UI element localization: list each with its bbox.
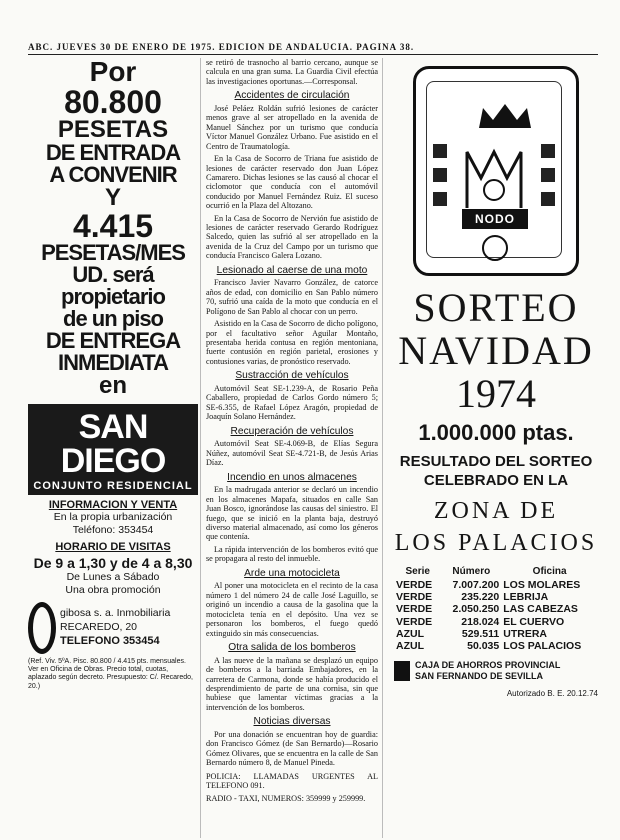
emblem [413,66,579,276]
bank-name-line: SAN FERNANDO DE SEVILLA [415,670,544,681]
result-line: CELEBRADO EN LA [423,472,569,490]
news-paragraph: En la Casa de Socorro de Nervión fue asistido de lesiones de carácter reservado Gerardo Rodríguez Salcedo, quien las sufrió al ser atropellado en la avenida de la Cruz del Campo por un turismo que conducía Francisco Galera Lozano. [206,213,378,261]
ad-line: 80.800 [64,84,162,120]
monogram-icon [461,138,527,218]
brand-subtitle: CONJUNTO RESIDENCIAL [33,480,193,492]
lottery-advertisement [394,60,598,698]
ad-line: Por [89,56,137,87]
visiting-days: De Lunes a Sábado [66,571,160,584]
cell-numero: 2.050.250 [452,603,500,616]
results-table [394,565,598,651]
bank-logo-icon [394,661,410,681]
table-row [394,616,598,628]
table-row [394,591,598,603]
header-rule [28,54,598,55]
lottery-title [394,286,598,416]
news-headline: Lesionado al caerse de una moto [216,264,368,276]
shield-icon [541,168,555,182]
authorization-note: Autorizado B. E. 20.12.74 [506,689,598,699]
title-line: NAVIDAD [398,328,594,374]
info-line: En la propia urbanización [53,511,173,523]
cell-oficina: LOS MOLARES [503,579,581,592]
ad-footnote: (Ref. Viv. 5ºA. Pisc. 80.800 / 4.415 pts. mensuales. Ver en Oficina de Obras. Precio total, cuotas, aplazado según decreto. Presupuesto: C/. Recaredo, 20.) [28,657,193,690]
ad-line: PESETAS [57,116,169,143]
ad-line: Y [104,184,121,211]
cell-serie: VERDE [396,591,433,604]
shield-icon [541,192,555,206]
bank-name-line: CAJA DE AHORROS PROVINCIAL [415,659,561,670]
news-column [206,58,378,807]
company-block [28,602,198,654]
cell-oficina: EL CUERVO [503,615,565,628]
table-row [394,603,598,615]
info-title: INFORMACION Y VENTA [48,499,178,511]
cell-serie: AZUL [396,627,424,640]
news-paragraph: Al poner una motocicleta en el recinto de la casa número 1 del número 24 de calle José Laguillo, se originó un incendio a causa de la gasolina que la motocicleta tenía en el depósito. Una vez se personaron los bomberos, el fuego quedó extinguido sin más consecuencias. [206,581,378,638]
news-headline: Sustracción de vehículos [235,370,349,382]
cell-serie: AZUL [396,639,424,652]
ad-line: UD. será [72,262,154,287]
radio-taxi-notice: RADIO - TAXI, NUMEROS: 359999 y 259999. [206,794,366,804]
san-diego-logo [28,404,198,495]
bank-logo-block [394,660,598,682]
news-headline: Recuperación de vehículos [230,425,354,437]
table-row [394,640,598,652]
title-line: SORTEO [413,285,579,330]
visiting-hours: De 9 a 1,30 y de 4 a 8,30 [33,555,193,572]
brand-name: SAN DIEGO [60,408,166,480]
ad-line: propietario [61,284,165,309]
title-line: 1974 [456,371,536,417]
column-header: Serie [405,566,430,578]
hours-title: HORARIO DE VISITAS [55,541,171,554]
cell-oficina: LOS PALACIOS [503,639,582,652]
shield-icon [541,144,555,158]
company-address: RECAREDO, 20 [60,621,138,634]
promo-line: Una obra promoción [65,584,161,597]
cell-numero: 7.007.200 [452,579,500,592]
news-paragraph: Por una donación se encuentran hoy de guardia: don Francisco Gómez (de San Bernardo)—Rosario Gómez Olivares, que se encuentra en la calle de San Bernardo número 8, de Manuel Pineda. [206,729,378,768]
news-headline: Otra salida de los bomberos [228,641,356,653]
company-name: gibosa s. a. Inmobiliaria [60,606,171,619]
column-header: Oficina [532,566,567,578]
result-line: RESULTADO DEL SORTEO [399,452,593,470]
column-divider [382,58,383,838]
emblem-inner [426,81,562,258]
emblem-label: NODO [462,209,528,229]
shield-icon [433,168,447,182]
news-headline: Accidentes de circulación [234,90,350,102]
column-header: Número [452,566,491,578]
crown-icon [475,102,535,132]
news-headline: Incendio en unos almacenes [227,471,357,483]
ad-line: A CONVENIR [49,162,177,187]
news-paragraph: En la madrugada anterior se declaró un incendio en los almacenes Mapafa, situados en calle San Juan Bosco, ignorándose las causas del siniestro. El fuego, que se inició en la planta baja, destruyó diverso material almacenado, así como los géneros que contenía. [206,485,378,542]
news-headline: Noticias diversas [253,716,331,728]
news-paragraph: Asistido en la Casa de Socorro de dicho polígono, por el facultativo señor Aguilar Montaño, presentaba herida contusa en región mentoniana, fuerte contusión en región parietal, erosiones y contusiones varias, de pronóstico reservado. [206,319,378,366]
news-paragraph: Automóvil Seat SE-1.239-A, de Rosario Peña Caballero, propiedad de Carlos Gordo número 5; SE-6.355, de Rafael López Aragón, propiedad de Joaquín Solano Hernández. [206,383,378,422]
news-paragraph: A las nueve de la mañana se desplazó un equipo de bomberos a la barriada Embajadores, en la carretera de Carmona, donde se había producido el desprendimiento de parte de una cornisa, sin que hubiese que lamentar víctimas gracias a la intervención de los bomberos. [206,655,378,712]
table-row [394,628,598,640]
zone-heading [394,495,598,560]
globe-icon [482,235,508,261]
cell-serie: VERDE [396,603,433,616]
san-diego-advertisement [28,58,198,691]
news-paragraph: En la Casa de Socorro de Triana fue asistido de lesiones de carácter reservado don Juan López Camarero. Dichas lesiones se las causó al chocar el ciclomotor que conducía con el automóvil conducido por Manuel Fernández Ruiz. El suceso ocurrió en la Plaza del Altozano. [206,154,378,211]
news-paragraph: Automóvil Seat SE-4.069-B, de Elías Segura Núñez, automóvil Seat SE-4.721-B, de Jesús Arias Díaz. [206,439,378,468]
cell-numero: 529.511 [461,627,500,640]
cell-oficina: LAS CABEZAS [503,603,578,616]
news-paragraph: La rápida intervención de los bomberos evitó que se propagara al resto del inmueble. [206,544,378,564]
page-header: ABC. JUEVES 30 DE ENERO DE 1975. EDICION DE ANDALUCIA. PAGINA 38. [28,42,415,52]
company-phone: TELEFONO 353454 [60,635,160,648]
cell-numero: 50.035 [467,639,500,652]
ad-line: en [98,372,127,399]
ad-line: DE ENTRADA [45,140,181,165]
ad-line: DE ENTREGA [45,328,181,353]
info-line: Teléfono: 353454 [72,524,154,537]
news-paragraph: Francisco Javier Navarro González, de catorce años de edad, con domicilio en San Pablo número 70, sufrió una caída de la moto que conducía en el Polígono de San Pablo al chocar con un perro. [206,278,378,316]
ad-line: 4.415 [72,208,154,244]
news-paragraph: José Peláez Roldán sufrió lesiones de carácter menos grave al ser atropellado en la avenida de Manuel Sánchez por un turismo que conducía Víctor Manuel González Urbano. Fue asistido en el Centro de Traumatología. [206,103,378,151]
news-headline: Arde una motocicleta [244,567,340,579]
ad-line: PESETAS/MES [41,240,185,265]
zone-line: ZONA DE [433,497,559,524]
news-intro: se retiró de trasnocho al barrio cercano, aunque se calcula en una gran suma. La Guardia Civil efectúa las investigaciones oportunas.—Corresponsal. [206,58,378,86]
result-heading [394,452,598,491]
police-notice: POLICIA: LLAMADAS URGENTES AL TELEFONO 091. [206,771,378,791]
ad-line: INMEDIATA [58,350,168,375]
column-divider [200,58,201,838]
cell-numero: 235.220 [461,591,500,604]
cell-serie: VERDE [396,579,433,592]
cell-serie: VERDE [396,615,433,628]
shield-icon [433,144,447,158]
cell-numero: 218.024 [461,615,500,628]
table-row [394,579,598,591]
gibosa-logo-icon [28,602,56,654]
ad-line: de un piso [63,306,163,331]
prize-amount: 1.000.000 ptas. [418,419,574,445]
cell-oficina: LEBRIJA [503,591,549,604]
shield-icon [433,192,447,206]
zone-line: LOS PALACIOS [394,529,598,556]
cell-oficina: UTRERA [503,627,547,640]
